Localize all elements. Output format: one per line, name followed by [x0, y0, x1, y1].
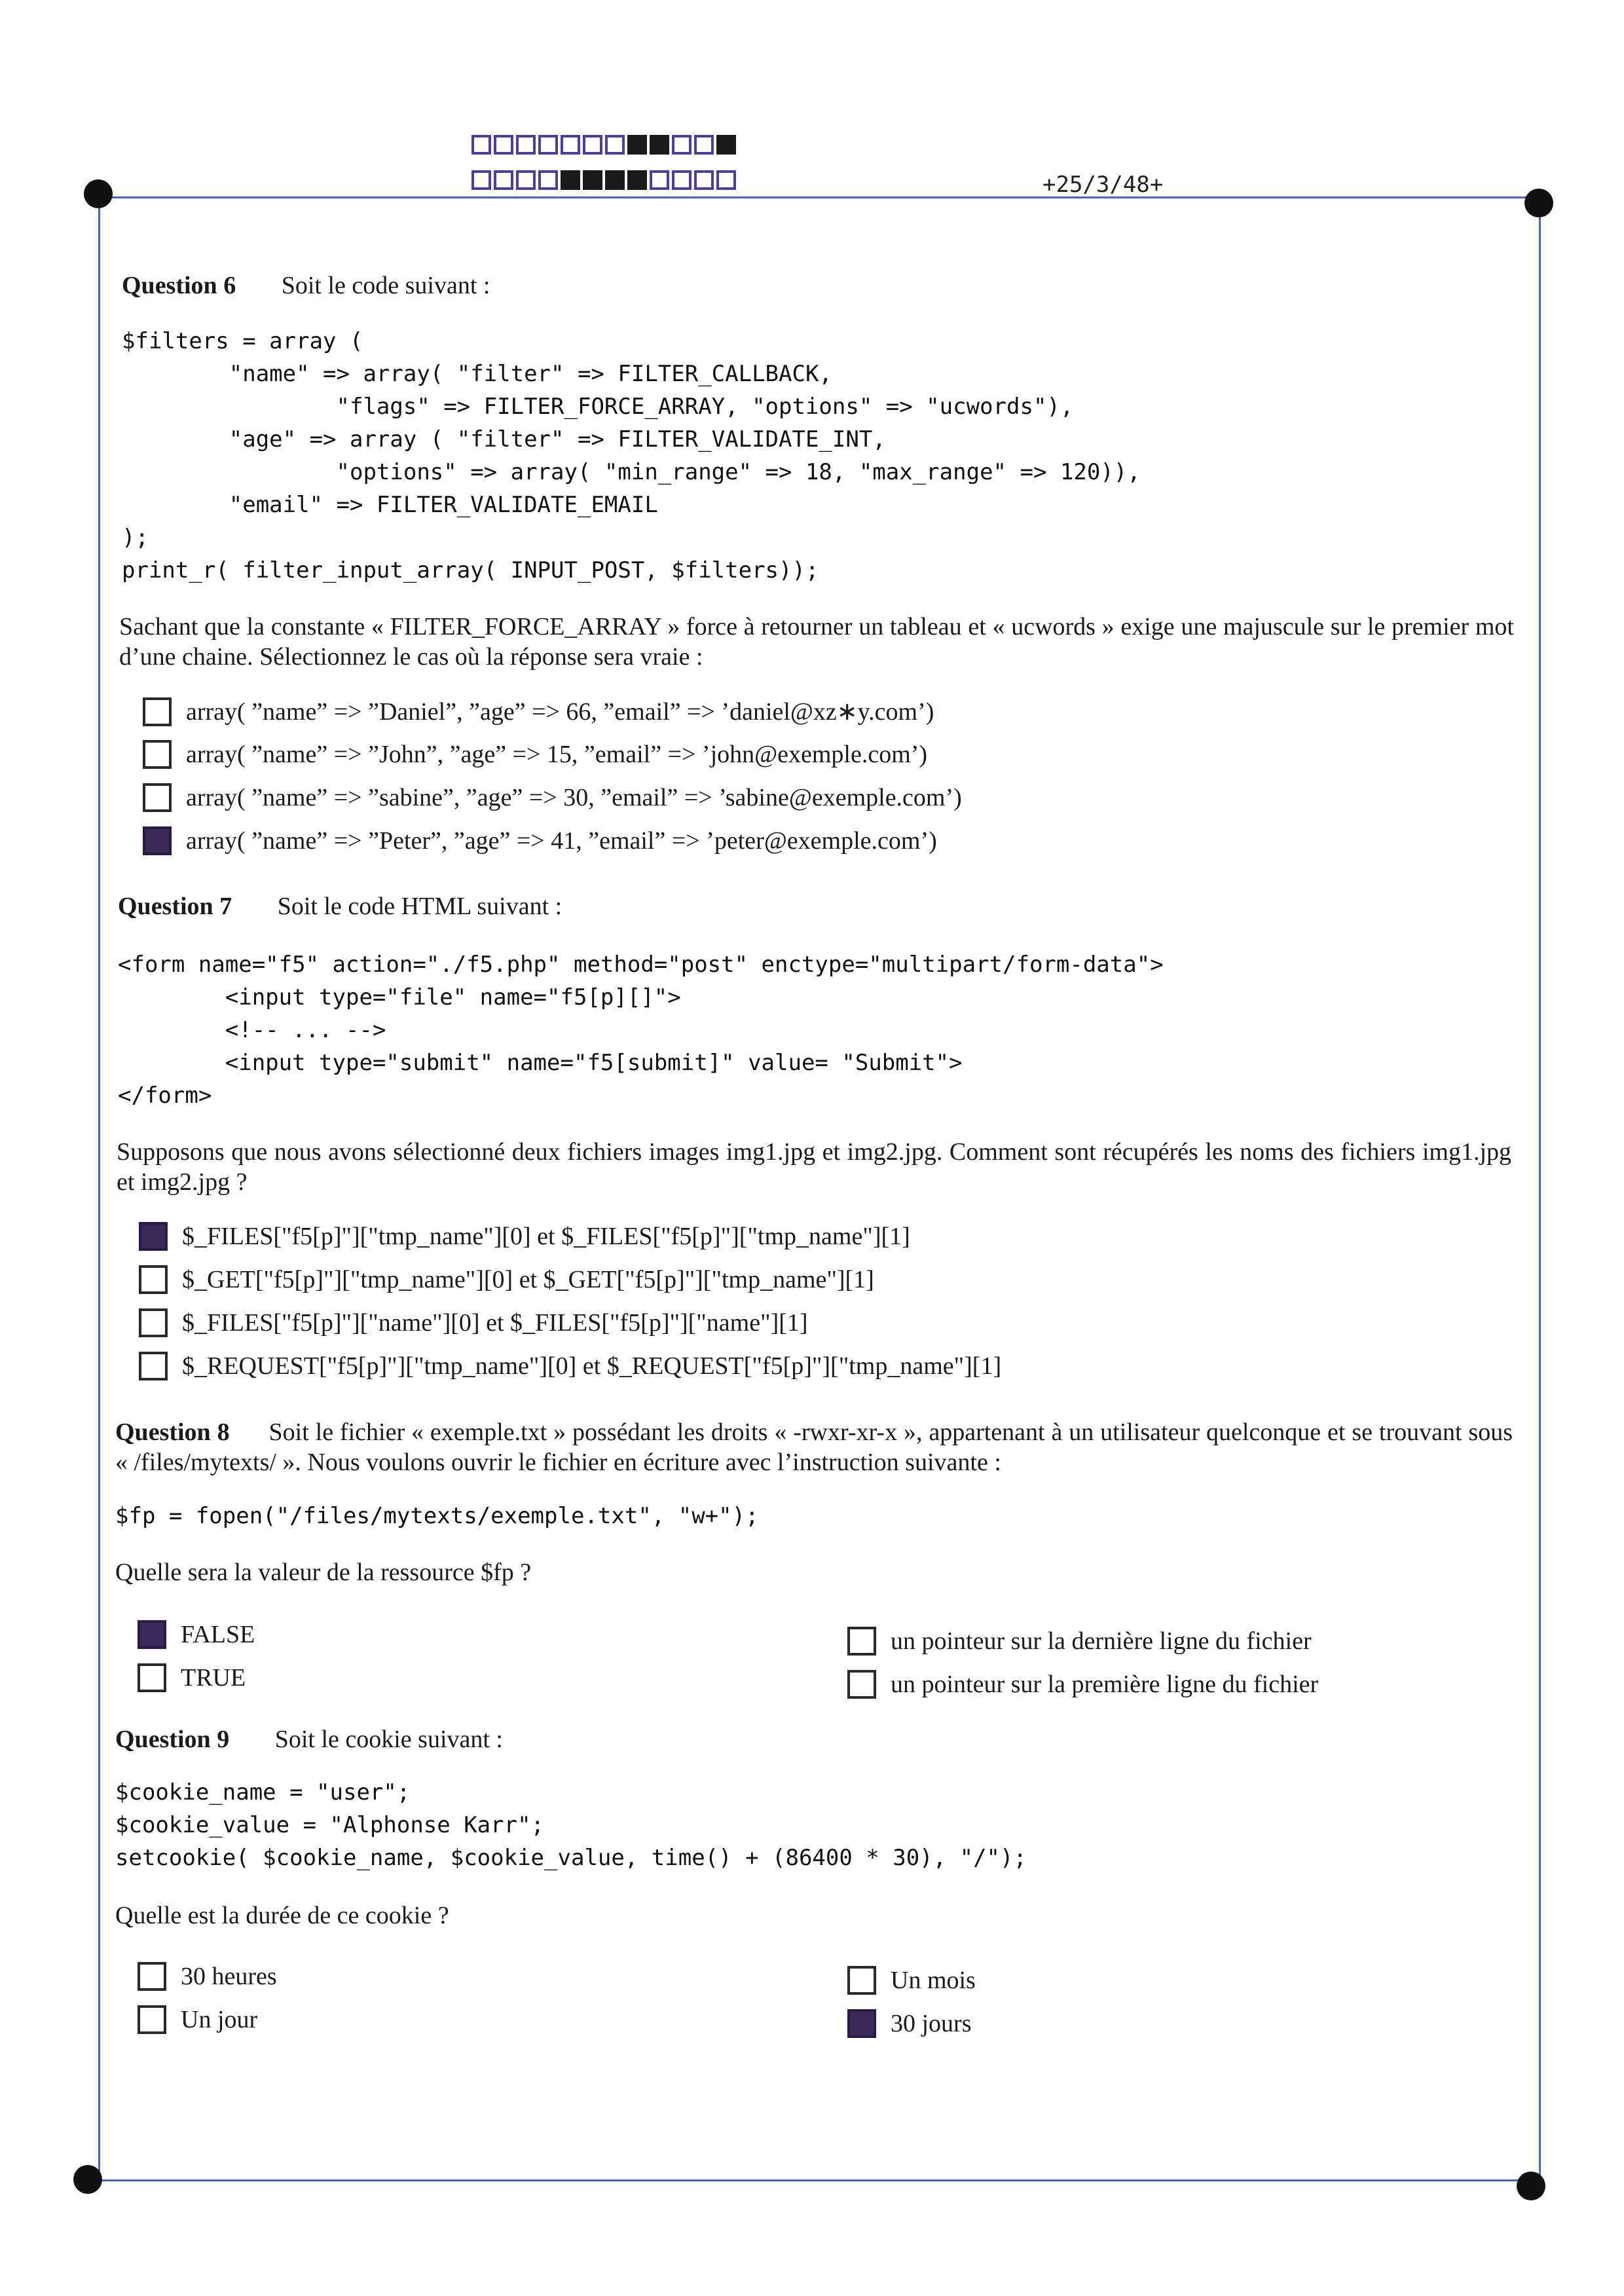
checkbox[interactable]	[847, 1670, 876, 1699]
corner-mark-bottom-right	[1517, 2172, 1545, 2200]
question-number: Question 6	[122, 272, 236, 299]
checkbox[interactable]	[138, 2005, 166, 2034]
question-7-text: Supposons que nous avons sélectionné deux fichiers images img1.jpg et img2.jpg. Comment sont récupérés les noms des fichiers img1.jpg et img2.jpg ?	[117, 1138, 1511, 1196]
answer-option[interactable]: $_GET["f5[p]"]["tmp_name"][0] et $_GET["f5[p]"]["tmp_name"][1]	[139, 1265, 874, 1294]
checkbox[interactable]	[139, 1265, 168, 1294]
checkbox[interactable]	[143, 697, 172, 726]
checkbox-checked[interactable]	[847, 2009, 876, 2038]
checkbox[interactable]	[143, 783, 172, 812]
checkbox-checked[interactable]	[139, 1222, 168, 1251]
frame-bottom-line	[92, 2179, 1532, 2181]
question-9-text: Quelle est la durée de ce cookie ?	[115, 1902, 449, 1929]
corner-mark-top-left	[84, 179, 113, 208]
question-7-code: <form name="f5" action="./f5.php" method="post" enctype="multipart/form-data"> <input type="file" name="f5[p][]"> <!-- ... --> <input type="submit" name="f5[submit]" value= "Submit"> </form>	[118, 952, 1164, 1109]
question-number: Question 7	[118, 893, 232, 920]
question-6-header	[122, 271, 490, 300]
answer-option[interactable]: un pointeur sur la première ligne du fichier	[847, 1670, 1318, 1699]
id-barcode-row-2	[471, 170, 739, 190]
question-7-header	[118, 892, 562, 921]
question-8-code: $fp = fopen("/files/mytexts/exemple.txt", "w+");	[115, 1503, 759, 1529]
answer-option[interactable]: $_REQUEST["f5[p]"]["tmp_name"][0] et $_REQUEST["f5[p]"]["tmp_name"][1]	[139, 1352, 1001, 1380]
question-9-header	[115, 1725, 503, 1754]
question-number: Question 8	[115, 1418, 230, 1446]
checkbox[interactable]	[139, 1352, 168, 1380]
question-9-code: $cookie_name = "user"; $cookie_value = "Alphonse Karr"; setcookie( $cookie_name, $cookie_value, time() + (86400 * 30), "/");	[115, 1779, 1027, 1871]
page-id: +25/3/48+	[1043, 172, 1164, 198]
checkbox[interactable]	[138, 1663, 166, 1692]
corner-mark-top-right	[1524, 189, 1553, 217]
answer-option[interactable]: Un jour	[138, 2005, 257, 2034]
answer-option[interactable]: $_FILES["f5[p]"]["name"][0] et $_FILES["f5[p]"]["name"][1]	[139, 1308, 808, 1337]
checkbox-checked[interactable]	[143, 826, 172, 855]
answer-option[interactable]: 30 jours	[847, 2009, 972, 2038]
checkbox-checked[interactable]	[138, 1620, 166, 1649]
answer-option[interactable]: array( ”name” => ”Daniel”, ”age” => 66, ”email” => ’daniel@xz∗y.com’)	[143, 697, 934, 726]
checkbox[interactable]	[847, 1627, 876, 1656]
question-8-text: Quelle sera la valeur de la ressource $fp ?	[115, 1559, 532, 1586]
answer-option[interactable]: array( ”name” => ”Peter”, ”age” => 41, ”email” => ’peter@exemple.com’)	[143, 826, 937, 855]
answer-option[interactable]: TRUE	[138, 1663, 246, 1692]
question-intro: Soit le code HTML suivant :	[277, 893, 563, 920]
checkbox[interactable]	[847, 1966, 876, 1995]
checkbox[interactable]	[143, 740, 172, 769]
answer-option[interactable]: $_FILES["f5[p]"]["tmp_name"][0] et $_FILES["f5[p]"]["tmp_name"][1]	[139, 1222, 910, 1251]
answer-option[interactable]: un pointeur sur la dernière ligne du fichier	[847, 1627, 1312, 1656]
frame-left-line	[98, 196, 100, 2181]
checkbox[interactable]	[138, 1962, 166, 1991]
answer-option[interactable]: FALSE	[138, 1620, 255, 1649]
question-8-header	[115, 1417, 1513, 1477]
corner-mark-bottom-left	[73, 2165, 102, 2194]
frame-top-line	[92, 196, 1532, 198]
answer-option[interactable]: 30 heures	[138, 1962, 277, 1991]
question-intro: Soit le fichier « exemple.txt » possédant les droits « -rwxr-xr-x », appartenant à un utilisateur quelconque et se trouvant sous « /files/mytexts/ ». Nous voulons ouvrir le fichier en écriture avec l’instruction suivante :	[115, 1418, 1513, 1476]
question-intro: Soit le code suivant :	[281, 272, 490, 299]
checkbox[interactable]	[139, 1308, 168, 1337]
question-intro: Soit le cookie suivant :	[274, 1726, 503, 1753]
question-6-code: $filters = array ( "name" => array( "filter" => FILTER_CALLBACK, "flags" => FILTER_FORCE_ARRAY, "options" => "ucwords"), "age" => array ( "filter" => FILTER_VALIDATE_INT, "options" => array( "min_range" => 18, "max_range" => 120)), "email" => FILTER_VALIDATE_EMAIL ); print_r( filter_input_array( INPUT_POST, $filters));	[122, 328, 1141, 583]
answer-option[interactable]: array( ”name” => ”John”, ”age” => 15, ”email” => ’john@exemple.com’)	[143, 740, 927, 769]
id-barcode-row-1	[471, 135, 739, 155]
answer-option[interactable]: array( ”name” => ”sabine”, ”age” => 30, ”email” => ’sabine@exemple.com’)	[143, 783, 962, 812]
question-number: Question 9	[115, 1726, 230, 1753]
answer-option[interactable]: Un mois	[847, 1966, 976, 1995]
question-6-text: Sachant que la constante « FILTER_FORCE_ARRAY » force à retourner un tableau et « ucwords » exige une majuscule sur le premier mot d’une chaine. Sélectionnez le cas où la réponse sera vraie :	[119, 613, 1514, 671]
frame-right-line	[1539, 196, 1541, 2181]
